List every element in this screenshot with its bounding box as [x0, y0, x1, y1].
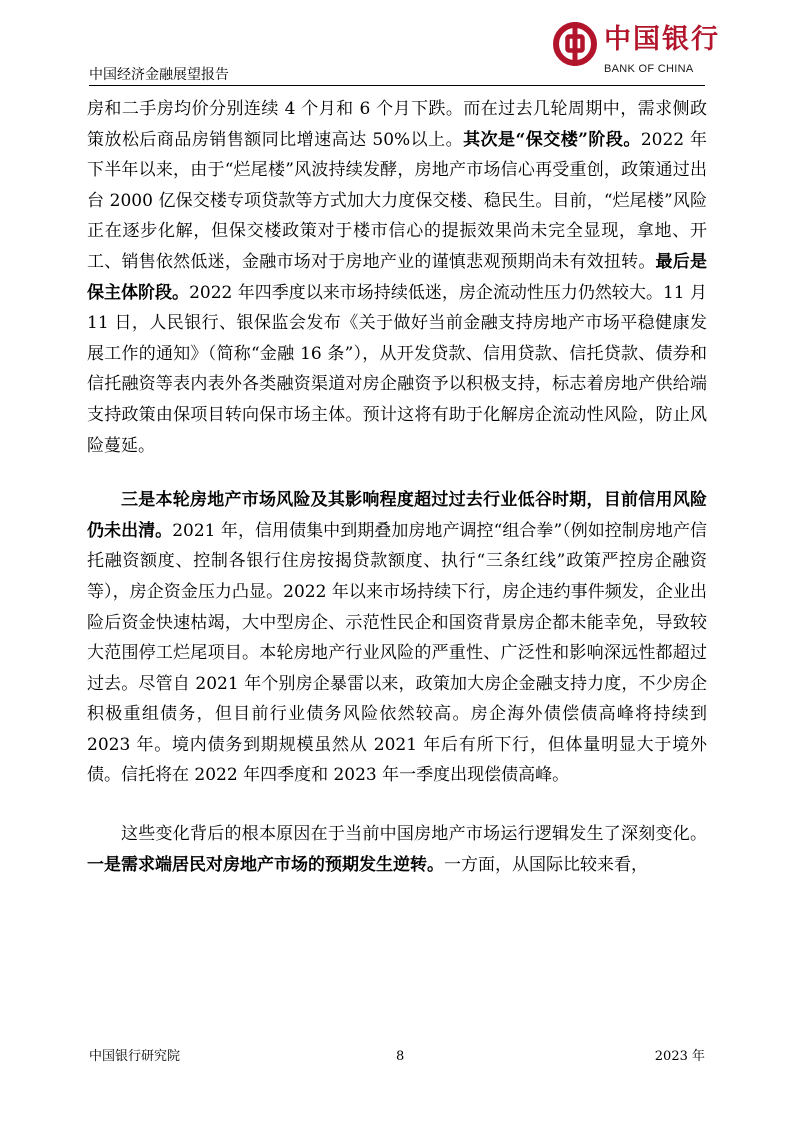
p1-sentence-3: 2022 年下半年以来，由于“烂尾楼”风波持续发酵，房地产市场信心再受重创，政策通过出台 2000 亿保交楼专项贷款等方式加大力度保交楼、稳民生。目前，“烂尾楼”风险正在逐步化解，但保交楼政策对于楼市信心的提振效果尚未完全显现，拿地、开工、销售依然低迷，金融市场对于房地产业的谨慎悲观预期尚未有效扭转。: [87, 129, 707, 272]
p1-sentence-1: 房和二手房均价分别连续 4 个月和 6 个月下跌。而在过去几轮周期中，需求侧政策放松后商品房销售额同比增速高达 50%以上。: [87, 99, 707, 150]
bank-logo: [552, 21, 720, 81]
logo-english-name: BANK OF CHINA: [604, 63, 694, 75]
logo-chinese-name: 中国银行: [604, 24, 720, 55]
footer-year: 2023 年: [654, 1049, 705, 1064]
paragraph-3: [87, 819, 707, 880]
p3-bold-heading: 一是需求端居民对房地产市场的预期发生逆转。: [87, 854, 444, 875]
p2-bold-heading: 三是本轮房地产市场风险及其影响程度超过过去行业低谷时期，目前信用风险仍未出清。: [87, 490, 707, 541]
paragraph-1: [87, 94, 707, 461]
p3-sentence-1: 这些变化背后的根本原因在于当前中国房地产市场运行逻辑发生了深刻变化。: [121, 824, 707, 845]
report-title: 中国经济金融展望报告: [89, 67, 229, 83]
header-divider: [89, 85, 705, 86]
p2-body: 2021 年，信用债集中到期叠加房地产调控“组合拳”（例如控制房地产信托融资额度、控制各银行住房按揭贷款额度、执行“三条红线”政策严控房企融资等），房企资金压力凸显。2022 年以来市场持续下行，房企违约事件频发，企业出险后资金快速枯竭，大中型房企、示范性民企和国资背景房企都未能幸免，导致较大范围停工烂尾项目。本轮房地产行业风险的严重性、广泛性和影响深远性都超过过去。尽管自 2021 年个别房企暴雷以来，政策加大房企金融支持力度，不少房企积极重组债务，但目前行业债务风险依然较高。房企海外债偿债高峰将持续到 2023 年。境内债务到期规模虽然从 2021 年后有所下行，但体量明显大于境外债。信托将在 2022 年四季度和 2023 年一季度出现偿债高峰。: [87, 520, 707, 786]
body-text: [87, 94, 707, 880]
p1-bold-heading-4: 最后是保主体阶段。: [87, 251, 708, 303]
p1-sentence-5: 2022 年四季度以来市场持续低迷，房企流动性压力仍然较大。11 月 11 日，人民银行、银保监会发布《关于做好当前金融支持房地产市场平稳健康发展工作的通知》（简称“金融 16 条”），从开发贷款、信用贷款、信托贷款、债券和信托融资等表内表外各类融资渠道对房企融资予以积极支持，标志着房地产供给端支持政策由保项目转向保市场主体。预计这将有助于化解房企流动性风险，防止风险蔓延。: [87, 282, 708, 456]
p3-sentence-3: 一方面，从国际比较来看，: [444, 854, 648, 875]
footer-institute: 中国银行研究院: [89, 1049, 181, 1064]
p1-bold-heading-2: 其次是“保交楼”阶段。: [463, 129, 641, 150]
page-number: 8: [396, 1049, 405, 1064]
paragraph-2: [87, 485, 707, 791]
bank-of-china-logo-icon: [552, 21, 598, 67]
